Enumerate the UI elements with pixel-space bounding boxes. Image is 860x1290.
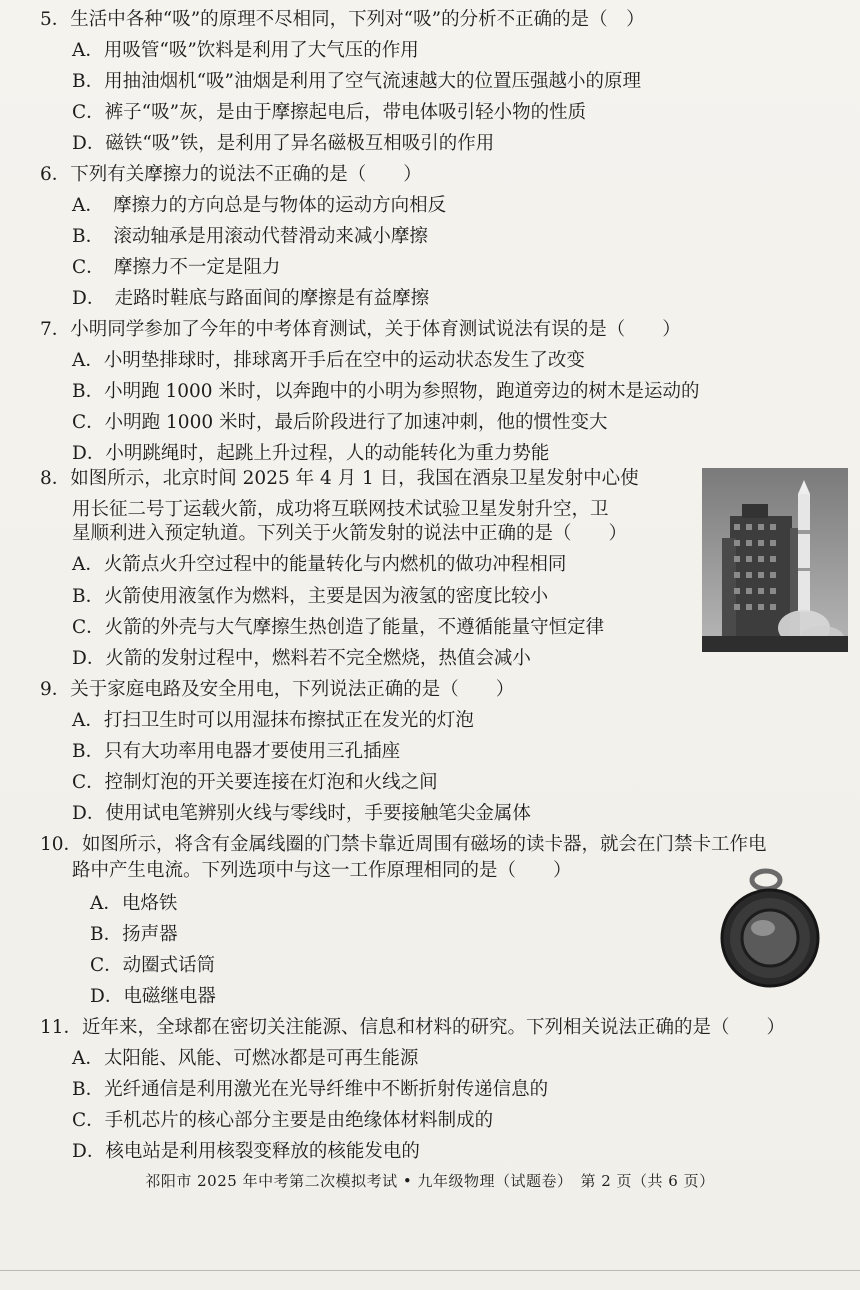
question-6-option-c: C． 摩擦力不一定是阻力 bbox=[72, 257, 281, 278]
question-5-stem: 5．生活中各种“吸”的原理不尽相同，下列对“吸”的分析不正确的是（ ） bbox=[40, 9, 645, 30]
page-footer: 祁阳市 2025 年中考第二次模拟考试 • 九年级物理（试题卷） 第 2 页（共 6 页） bbox=[145, 1172, 715, 1190]
question-9-option-b: B．只有大功率用电器才要使用三孔插座 bbox=[72, 741, 401, 762]
question-5-option-c: C．裤子“吸”灰，是由于摩擦起电后，带电体吸引轻小物的性质 bbox=[72, 102, 587, 123]
question-11-option-a: A．太阳能、风能、可燃冰都是可再生能源 bbox=[72, 1048, 419, 1069]
question-10-option-b: B．扬声器 bbox=[90, 924, 178, 945]
question-11-option-c: C．手机芯片的核心部分主要是由绝缘体材料制成的 bbox=[72, 1110, 494, 1131]
question-7-stem: 7．小明同学参加了今年的中考体育测试，关于体育测试说法有误的是（ ） bbox=[40, 319, 681, 340]
question-11-option-b: B．光纤通信是利用激光在光导纤维中不断折射传递信息的 bbox=[72, 1079, 549, 1100]
question-7-option-a: A．小明垫排球时，排球离开手后在空中的运动状态发生了改变 bbox=[72, 350, 585, 371]
question-6-option-b: B． 滚动轴承是用滚动代替滑动来减小摩擦 bbox=[72, 226, 428, 247]
question-8-option-a: A．火箭点火升空过程中的能量转化与内燃机的做功冲程相同 bbox=[72, 554, 567, 575]
question-10-option-d: D．电磁继电器 bbox=[90, 986, 216, 1007]
question-7-option-b: B．小明跑 1000 米时，以奔跑中的小明为参照物，跑道旁边的树木是运动的 bbox=[72, 381, 700, 402]
question-10-stem-line2: 路中产生电流。下列选项中与这一工作原理相同的是（ ） bbox=[72, 860, 572, 881]
rocket-launch-photo bbox=[702, 468, 848, 652]
bottom-divider bbox=[0, 1270, 860, 1271]
question-5-option-a: A．用吸管“吸”饮料是利用了大气压的作用 bbox=[72, 40, 419, 61]
question-8-stem-line3: 星顺利进入预定轨道。下列关于火箭发射的说法中正确的是（ ） bbox=[72, 523, 628, 544]
question-9-stem: 9．关于家庭电路及安全用电，下列说法正确的是（ ） bbox=[40, 679, 515, 700]
question-9-option-c: C．控制灯泡的开关要连接在灯泡和火线之间 bbox=[72, 772, 438, 793]
question-5-option-d: D．磁铁“吸”铁，是利用了异名磁极互相吸引的作用 bbox=[72, 133, 495, 154]
question-11-stem: 11．近年来，全球都在密切关注能源、信息和材料的研究。下列相关说法正确的是（ ） bbox=[40, 1017, 786, 1038]
access-card-fob-photo bbox=[708, 866, 832, 990]
question-8-stem-line1: 8．如图所示，北京时间 2025 年 4 月 1 日，我国在酒泉卫星发射中心使 bbox=[40, 468, 639, 489]
question-5-option-b: B．用抽油烟机“吸”油烟是利用了空气流速越大的位置压强越小的原理 bbox=[72, 71, 642, 92]
question-9-option-a: A．打扫卫生时可以用湿抹布擦拭正在发光的灯泡 bbox=[72, 710, 474, 731]
question-10-option-a: A．电烙铁 bbox=[90, 893, 178, 914]
question-8-option-d: D．火箭的发射过程中，燃料若不完全燃烧，热值会减小 bbox=[72, 648, 531, 669]
question-11-option-d: D．核电站是利用核裂变释放的核能发电的 bbox=[72, 1141, 420, 1162]
question-10-option-c: C．动圈式话筒 bbox=[90, 955, 216, 976]
question-8-option-b: B．火箭使用液氢作为燃料，主要是因为液氢的密度比较小 bbox=[72, 586, 549, 607]
question-6-option-a: A． 摩擦力的方向总是与物体的运动方向相反 bbox=[72, 195, 447, 216]
question-7-option-c: C．小明跑 1000 米时，最后阶段进行了加速冲刺，他的惯性变大 bbox=[72, 412, 608, 433]
question-8-stem-line2: 用长征二号丁运载火箭，成功将互联网技术试验卫星发射升空，卫 bbox=[72, 499, 609, 520]
question-6-option-d: D． 走路时鞋底与路面间的摩擦是有益摩擦 bbox=[72, 288, 430, 309]
question-8-option-c: C．火箭的外壳与大气摩擦生热创造了能量，不遵循能量守恒定律 bbox=[72, 617, 605, 638]
question-7-option-d: D．小明跳绳时，起跳上升过程，人的动能转化为重力势能 bbox=[72, 443, 550, 464]
question-6-stem: 6．下列有关摩擦力的说法不正确的是（ ） bbox=[40, 164, 422, 185]
question-9-option-d: D．使用试电笔辨别火线与零线时，手要接触笔尖金属体 bbox=[72, 803, 531, 824]
question-10-stem-line1: 10．如图所示，将含有金属线圈的门禁卡靠近周围有磁场的读卡器，就会在门禁卡工作电 bbox=[40, 834, 767, 855]
